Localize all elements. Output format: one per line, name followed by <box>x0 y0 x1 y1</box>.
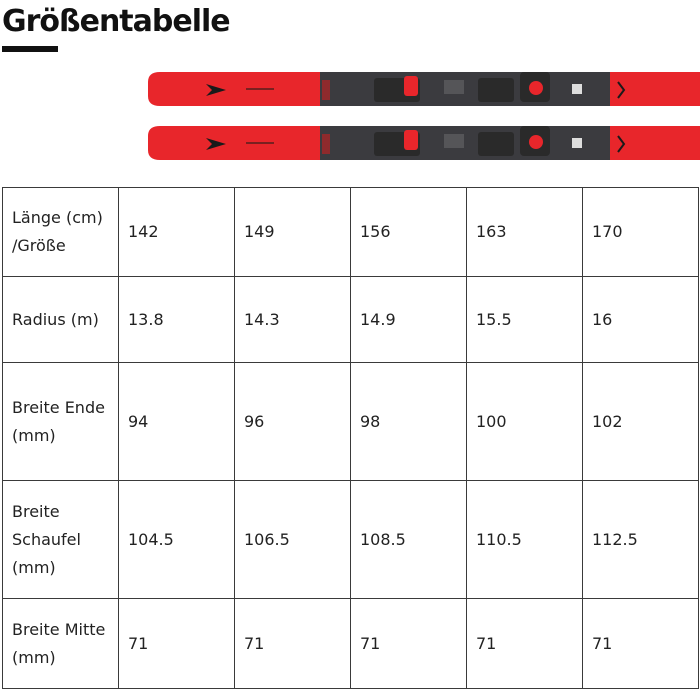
table-cell: 71 <box>351 599 467 689</box>
table-cell: 71 <box>235 599 351 689</box>
table-cell: 112.5 <box>583 481 699 599</box>
row-label: Länge (cm) /Größe <box>3 188 119 277</box>
table-cell: 108.5 <box>351 481 467 599</box>
row-label: Radius (m) <box>3 277 119 363</box>
table-cell: 170 <box>583 188 699 277</box>
ski-pair-image <box>148 68 700 164</box>
table-cell: 71 <box>583 599 699 689</box>
table-cell: 71 <box>119 599 235 689</box>
table-cell: 106.5 <box>235 481 351 599</box>
table-cell: 71 <box>467 599 583 689</box>
table-cell: 94 <box>119 363 235 481</box>
table-cell: 16 <box>583 277 699 363</box>
table-cell: 163 <box>467 188 583 277</box>
table-cell: 110.5 <box>467 481 583 599</box>
table-row <box>3 188 699 277</box>
ski-top <box>148 72 700 106</box>
table-cell: 104.5 <box>119 481 235 599</box>
table-cell: 149 <box>235 188 351 277</box>
table-cell: 142 <box>119 188 235 277</box>
table-cell: 98 <box>351 363 467 481</box>
row-label: Breite Mitte (mm) <box>3 599 119 689</box>
table-cell: 13.8 <box>119 277 235 363</box>
table-cell: 100 <box>467 363 583 481</box>
title-underline <box>2 46 58 52</box>
table-row <box>3 363 699 481</box>
table-row <box>3 481 699 599</box>
table-cell: 96 <box>235 363 351 481</box>
ski-bottom <box>148 126 700 160</box>
table-cell: 156 <box>351 188 467 277</box>
table-row <box>3 599 699 689</box>
table-cell: 15.5 <box>467 277 583 363</box>
table-cell: 102 <box>583 363 699 481</box>
table-row <box>3 277 699 363</box>
page-title: Größentabelle <box>2 4 230 39</box>
row-label: Breite Schaufel (mm) <box>3 481 119 599</box>
row-label: Breite Ende (mm) <box>3 363 119 481</box>
table-cell: 14.9 <box>351 277 467 363</box>
size-table <box>2 187 699 689</box>
table-cell: 14.3 <box>235 277 351 363</box>
